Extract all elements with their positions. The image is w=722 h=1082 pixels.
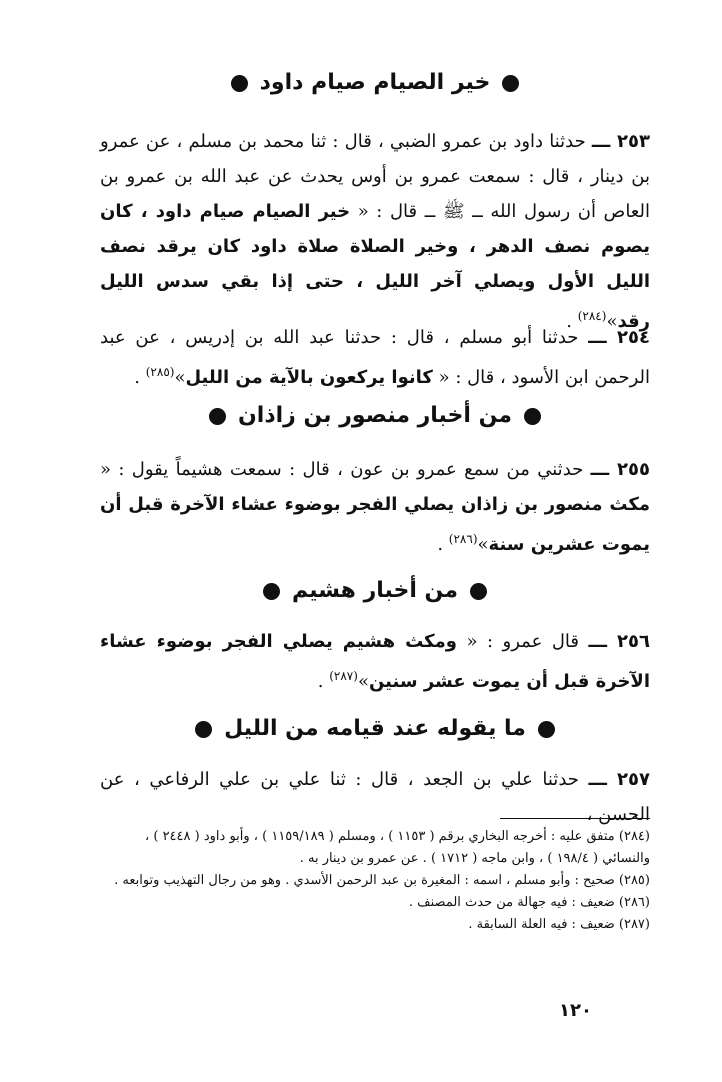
paragraph-text: حدثنا داود بن عمرو الضبي ، قال : ثنا محمد بن مسلم ، عن عمرو بن دينار ، قال : سمعت عمرو بن أوس يحدث عن عبد الله بن عمرو بن العاص أن رسول الله ــ ﷺ ــ قال : «: [100, 131, 650, 222]
bullet-dot-icon: [231, 75, 248, 92]
section-heading-4: [100, 718, 650, 740]
closing-quote: »: [174, 367, 186, 388]
bullet-dot-icon: [263, 583, 280, 600]
hadith-number: ٢٥٥ ـــ: [590, 459, 650, 480]
paragraph-256: [100, 624, 650, 699]
quoted-text: كانوا يركعون بالآية من الليل: [185, 367, 433, 388]
paragraph-text: حدثنا علي بن الجعد ، قال : ثنا علي بن علي الرفاعي ، عن الحسن ،: [100, 769, 650, 825]
paragraph-text: حدثنا أبو مسلم ، قال : حدثنا عبد الله بن إدريس ، عن عبد الرحمن ابن الأسود ، قال : «: [100, 327, 650, 388]
paragraph-257: [100, 762, 650, 832]
quoted-text: خير الصيام صيام داود ، كان يصوم نصف الدهر ، وخير الصلاة صلاة داود كان يرقد نصف الليل الأول ويصلي آخر الليل ، حتى إذا بقي سدس الليل رقد: [100, 201, 650, 332]
period: .: [317, 671, 330, 692]
heading-text: من أخبار منصور بن زاذان: [238, 403, 512, 428]
footnote-ref: (٢٨٦): [448, 532, 478, 546]
page-number: ١٢٠: [559, 1000, 592, 1021]
hadith-number: ٢٥٦ ـــ: [588, 631, 650, 652]
closing-quote: »: [477, 534, 489, 555]
footnotes: [100, 826, 650, 936]
heading-text: من أخبار هشيم: [292, 578, 458, 603]
bullet-dot-icon: [209, 408, 226, 425]
footnote-285: (٢٨٥) صحيح : وأبو مسلم ، اسمه : المغيرة بن عبد الرحمن الأسدي . وهو من رجال التهذيب وتوابعه .: [114, 873, 650, 888]
period: .: [437, 534, 449, 555]
section-heading-1: [100, 72, 650, 94]
bullet-dot-icon: [538, 721, 555, 738]
quoted-text: ومكث هشيم يصلي الفجر بوضوء عشاء الآخرة قبل أن يموت عشر سنين: [100, 631, 650, 692]
footnote-287: (٢٨٧) ضعيف : فيه العلة السابقة .: [468, 917, 650, 932]
heading-text: خير الصيام صيام داود: [259, 70, 491, 95]
heading-text: ما يقوله عند قيامه من الليل: [224, 716, 526, 741]
footnote-286: (٢٨٦) ضعيف : فيه جهالة من حدث المصنف .: [408, 895, 650, 910]
bullet-dot-icon: [502, 75, 519, 92]
bullet-dot-icon: [470, 583, 487, 600]
footnote-ref: (٢٨٥): [145, 365, 175, 379]
closing-quote: »: [606, 311, 618, 332]
paragraph-255: [100, 452, 650, 562]
hadith-number: ٢٥٤ ـــ: [588, 327, 650, 348]
footnote-ref: (٢٨٧): [329, 669, 358, 683]
paragraph-254: [100, 320, 650, 395]
hadith-number: ٢٥٧ ـــ: [588, 769, 650, 790]
bullet-dot-icon: [524, 408, 541, 425]
period: .: [566, 311, 578, 332]
section-heading-3: [100, 580, 650, 602]
bullet-dot-icon: [195, 721, 212, 738]
section-heading-2: [100, 405, 650, 427]
footnote-ref: (٢٨٤): [577, 309, 607, 323]
quoted-text: مكث منصور بن زاذان يصلي الفجر بوضوء عشاء الآخرة قبل أن يموت عشرين سنة: [100, 494, 650, 555]
footnote-divider: [500, 818, 650, 819]
paragraph-text: حدثني من سمع عمرو بن عون ، قال : سمعت هشيماً يقول : «: [100, 459, 584, 480]
hadith-number: ٢٥٣ ـــ: [591, 131, 650, 152]
period: .: [134, 367, 146, 388]
closing-quote: »: [357, 671, 369, 692]
paragraph-253: [100, 124, 650, 339]
footnote-284: (٢٨٤) متفق عليه : أخرجه البخاري برقم ( ١١٥٣ ) ، ومسلم ( ١١٥٩/١٨٩ ) ، وأبو داود ( ٢٤٤٨ ) ، والنسائي ( ١٩٨/٤ ) ، وابن ماجه ( ١٧١٢ ) . عن عمرو بن دينار به .: [145, 829, 650, 866]
paragraph-text: قال عمرو : «: [466, 631, 579, 652]
